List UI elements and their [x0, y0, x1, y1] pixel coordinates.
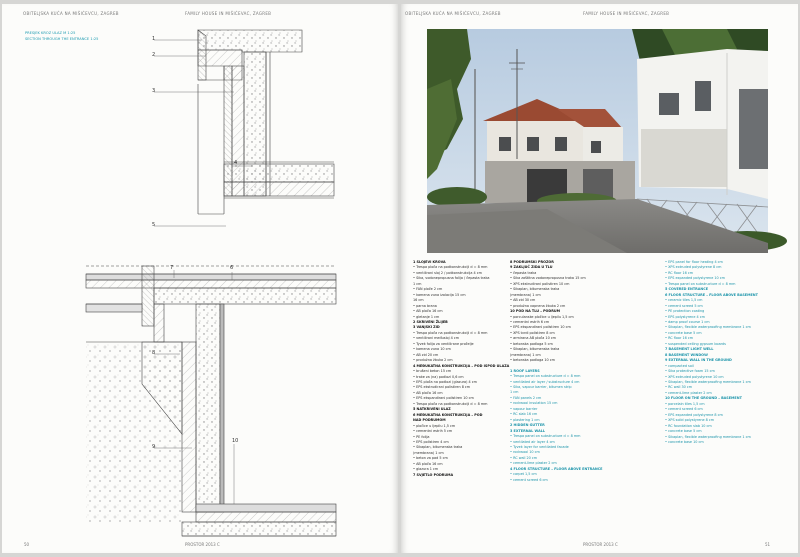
legend-line: • RC wall 20 cm — [510, 455, 538, 460]
legend-line: • čepasta traka — [510, 270, 537, 275]
legend-line: • ventilated air layer 4 cm — [510, 439, 555, 444]
legend-line: • cement screed 6 cm — [510, 477, 548, 482]
legend-line: NAD PODRUMOM — [413, 418, 446, 423]
legend-line: • EPS polistiren 4 cm — [413, 439, 449, 444]
running-head-right-en: FAMILY HOUSE IN MIŠIĆEVAC, ZAGREB — [583, 11, 670, 16]
legend-line: • Sikaplan, flexible waterproofing membrane 1 cm — [665, 379, 751, 384]
legend-line: • ventilirani međusloj 4 cm — [413, 336, 460, 341]
legend-line: • AB ploča 16 cm — [413, 309, 443, 314]
legend-line: 7 BASEMENT LIGHT WELL — [665, 347, 714, 352]
caption-hr: PRESJEK KROZ ULAZ M 1:25 — [25, 31, 76, 35]
legend-line: • AB zid 20 cm — [413, 352, 439, 357]
legend-line: • RC floor 16 cm — [665, 270, 694, 275]
callout-7: 7 — [170, 265, 174, 271]
legend-line: • RC foundation slab 10 cm — [665, 423, 712, 428]
callout-9: 9 — [152, 444, 156, 450]
legend-line: 6 FLOOR STRUCTURE – FLOOR ABOVE BASEMENT — [665, 292, 758, 297]
legend-line: • EPS ekspandirani polistiren 10 cm — [510, 325, 571, 330]
legend-line: • cement screed 5 cm — [665, 303, 703, 308]
legend-line: 9 EXTERNAL WALL IN THE GROUND — [665, 358, 732, 363]
legend-line: • EPS expanded polystyrene 10 cm — [665, 276, 725, 281]
legend-line: (membrana) 1 cm — [510, 352, 541, 357]
legend-line: • EPS expanded polystyrene 8 cm — [665, 412, 723, 417]
legend-line: 5 NATKRIVENI ULAZ — [413, 407, 451, 412]
legend-line: • Sika, vodonepropusna folija / čepasta traka — [413, 276, 490, 281]
legend-line: • produžna žbuka 2 cm — [413, 358, 453, 363]
legend-line: • RC floor 16 cm — [665, 336, 694, 341]
legend-line: 3 VANJSKI ZID — [413, 325, 440, 330]
legend-line: • XPS ekstrudirani polistiren 10 cm — [510, 281, 570, 286]
folio-magazine-left: PROSTOR 2013 C — [185, 542, 220, 547]
legend-line: • porcelain tiles 1,5 cm — [665, 401, 705, 406]
legend-line: • concrete base 10 cm — [665, 439, 704, 444]
legend-line: • rockwool insulation 15 cm — [510, 401, 558, 406]
legend-line: • cement-lime plaster 2 cm — [510, 461, 557, 466]
legend-line: • Trespa ploča na podkonstrukciji d = 8 mm — [413, 330, 488, 335]
legend-line: • betonska podloga 10 cm — [510, 358, 555, 363]
legend-line: 1 ROOF LAYERS — [510, 368, 540, 373]
legend-line: • XPS extruded polystyrene 10 cm — [665, 374, 724, 379]
running-head-left-en: FAMILY HOUSE IN MIŠIĆEVAC, ZAGREB — [185, 11, 272, 16]
folio-number-left: 50 — [24, 542, 30, 547]
callout-8: 8 — [152, 350, 156, 356]
legend-line: 10 FLOOR ON THE GROUND – BASEMENT — [665, 396, 742, 401]
callout-6: 6 — [230, 265, 234, 271]
legend-line: • brušeni beton 15 cm — [413, 369, 452, 374]
legend-line: • Sikaplan, flexible waterproofing membrane 1 cm — [665, 434, 751, 439]
legend-line: • Trespa panel on substructure d = 8 mm — [510, 374, 581, 379]
legend-line: 1 SLOJEVI KROVA — [413, 260, 446, 264]
legend-line: • ventilated air layer / substructure 4 cm — [510, 379, 580, 384]
legend-line: • beton za pad 5 cm — [413, 456, 448, 461]
legend-line: • FAN ploče 2 cm — [413, 287, 443, 292]
legend-line: • kamena vuna 10 cm — [413, 347, 451, 352]
house-street-photo — [427, 29, 768, 253]
callout-10: 10 — [232, 438, 239, 444]
callout-2: 2 — [152, 52, 156, 58]
legend-line: 3 EXTERNAL WALL — [510, 428, 546, 433]
callout-5: 5 — [152, 222, 156, 228]
legend-line: • plastering 1 cm — [510, 417, 540, 422]
legend-line: 4 FLOOR STRUCTURE – FLOOR ABOVE ENTRANCE — [510, 466, 603, 471]
legend-line: • Trespa panel on substructure d = 8 mm — [665, 281, 736, 286]
legend-line: • Trespa panel on substructure d = 8 mm — [510, 434, 581, 439]
legend-line: 7 SVJETLO PODRUMA — [413, 472, 454, 477]
legend-line: • rockwool 10 cm — [510, 450, 540, 455]
legend-line: 16 cm — [413, 298, 424, 303]
running-head-left: OBITELJSKA KUĆA NA MIŠIĆEVCU, ZAGREB — [23, 11, 119, 16]
legend-line: 1 cm — [510, 390, 519, 395]
legend-line: • cementni estrih 5 cm — [413, 429, 453, 434]
legend-line: • carpet 1,5 cm — [510, 472, 537, 477]
legend-line: • EPS polystyrene 4 cm — [665, 314, 705, 319]
callout-4: 4 — [234, 160, 238, 166]
legend-line: • vapour barrier — [510, 406, 538, 411]
legend-line: • AB ploča 16 cm — [413, 461, 443, 466]
legend-line: • Sikaplan, flexible waterproofing membrane 1 cm — [665, 325, 751, 330]
callout-3: 3 — [152, 88, 156, 94]
legend-line: 4 MEĐUKATNA KONSTRUKCIJA – POD ISPOD ULAZA — [413, 363, 510, 368]
legend-line: 10 POD NA TLU – PODRUM — [510, 309, 560, 314]
legend-line: 8 PODRUMSKI PROZOR — [510, 260, 554, 264]
legend-line: • Sika, vapour barrier, bitumen strip — [510, 384, 572, 389]
legend-line: 5 COVERED ENTRANCE — [665, 287, 709, 292]
legend-line: • AB zid 30 cm — [510, 298, 536, 303]
legend-line: 6 MEĐUKATNA KONSTRUKCIJA – POD — [413, 412, 483, 417]
legend-line: • gletanje 1 cm — [413, 314, 440, 319]
legend-line: • armirana AB ploča 10 cm — [510, 336, 556, 341]
legend-line: • EPS ploča na podlozi (glazura) 4 cm — [413, 379, 477, 384]
legend-line: 1 cm — [413, 281, 422, 286]
legend-line: • XPS solid polystyrene 8 cm — [665, 418, 715, 423]
legend-line: • glazura 1 cm — [413, 467, 439, 472]
construction-section-drawing — [2, 4, 398, 553]
legend-line: • PE protection coating — [665, 309, 705, 314]
legend-line: • XPS extruded polystyrene 8 cm — [665, 265, 722, 270]
legend-line: • Sikaplan, bitumenska traka — [510, 347, 560, 352]
legend-line: • ventilirani sloj 2 / potkonstrukcija 4 cm — [413, 270, 482, 275]
legend-line: (membrana) 1 cm — [510, 292, 541, 297]
legend-line: • EPS ekstrudirani polistiren 8 cm — [413, 385, 471, 390]
legend-line: 8 BASEMENT WINDOW — [665, 352, 708, 357]
legend-line: 2 SKRIVENI ŽLIJEB — [413, 319, 448, 324]
legend-line: • Tyvek folija za ventilirane pročelje — [413, 341, 474, 346]
legend-line: 2 HIDDEN GUTTER — [510, 423, 545, 428]
legend-line: • suspended ceiling gypsum boards — [665, 341, 726, 346]
legend-line: • FAN panels 2 cm — [510, 395, 542, 400]
legend-line: • porculanske pločice u ljepilu 1,5 cm — [510, 314, 574, 319]
legend-column-hr-1 — [413, 260, 510, 478]
legend-line: • parna brana — [413, 303, 437, 308]
legend-line: • concrete base 5 cm — [665, 330, 702, 335]
legend-column-en-3 — [665, 260, 758, 445]
running-head-right: OBITELJSKA KUĆA NA MIŠIĆEVCU, ZAGREB — [405, 11, 501, 16]
legend-line: • trake za (na) podlozi 0,6 cm — [413, 374, 464, 379]
legend-line: • EPS ekspandirani polistiren 10 cm — [413, 396, 474, 401]
legend-line: • RC slab 16 cm — [510, 412, 538, 417]
legend-line: • ceramic tiles 1,5 cm — [665, 298, 703, 303]
legend-line: • RC wall 30 cm — [665, 385, 693, 390]
legend-line: • Sikaplan, bitumenska traka — [510, 287, 560, 292]
legend-line: • kamena vuna izolacija 15 cm — [413, 292, 466, 297]
legend-line: • pločice u ljepilu 1,5 cm — [413, 423, 456, 428]
legend-line: • produžna vapnena žbuka 2 cm — [510, 303, 566, 308]
legend-line: 9 ZAKLJUČ ZIDA U TLU — [510, 265, 553, 270]
folio-magazine-right: PROSTOR 2013 C — [583, 542, 618, 547]
legend-line: • betonska podloga 5 cm — [510, 341, 553, 346]
legend-line: • cement-lime plaster 2 cm — [665, 390, 712, 395]
callout-1: 1 — [152, 36, 156, 42]
legend-line: • Sikaplan, bitumenska traka — [413, 445, 463, 450]
legend-line: • AB ploča 16 cm — [413, 390, 443, 395]
legend-line: • Sika zaštitna vodonepropusna traka 15 cm — [510, 276, 586, 281]
legend-line: (membrana) 1 cm — [413, 450, 444, 455]
legend-line: • concrete base 5 cm — [665, 429, 702, 434]
left-page — [2, 4, 398, 553]
legend-line: • compacted soil — [665, 363, 694, 368]
legend-line: • XPS tvrdi polistiren 8 cm — [510, 330, 555, 335]
legend-line: • Tyvek layer for ventilated facade — [510, 444, 569, 449]
legend-line: • damp proof course 1 cm — [665, 319, 710, 324]
caption-en: SECTION THROUGH THE ENTRANCE 1:25 — [25, 37, 99, 41]
legend-line: • Trespa ploča na podkonstrukciji d = 8 mm — [413, 401, 488, 406]
legend-line: • cementni estrih 6 cm — [510, 319, 550, 324]
folio-number-right: 51 — [765, 542, 771, 547]
legend-line: • Trespa ploča na podkonstrukciji d = 8 mm — [413, 265, 488, 270]
legend-line: • cement screed 6 cm — [665, 407, 703, 412]
legend-line: • PE folija — [413, 434, 430, 439]
right-page — [401, 4, 798, 553]
legend-line: • Sika protective foam 15 cm — [665, 369, 715, 374]
legend-column-hr-2 — [510, 260, 603, 483]
legend-line: • EPS panel for floor heating 4 cm — [665, 260, 723, 264]
